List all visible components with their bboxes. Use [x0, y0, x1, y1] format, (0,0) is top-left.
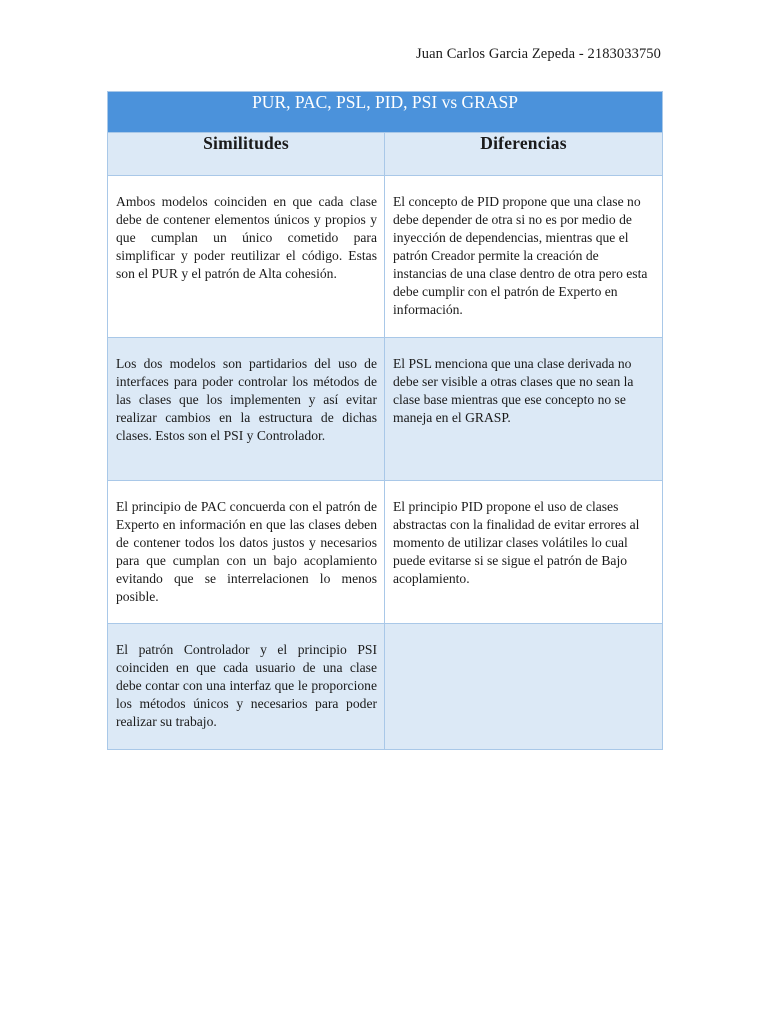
cell-diferencias [385, 624, 663, 750]
table-row [108, 176, 663, 338]
cell-similitudes [108, 481, 385, 624]
column-header-diferencias-label: Diferencias [480, 133, 567, 153]
table-row [108, 481, 663, 624]
table-header-row [108, 133, 663, 176]
cell-similitudes-text: Ambos modelos coinciden en que cada clase debe de contener elementos únicos y propios y que cumplan un único cometido para simplificar y poder reutilizar el código. Estas son el PUR y el patrón de Alta cohesión. [116, 194, 377, 281]
table-title: PUR, PAC, PSL, PID, PSI vs GRASP [108, 92, 663, 133]
table-row [108, 338, 663, 481]
cell-diferencias-text: El PSL menciona que una clase derivada no debe ser visible a otras clases que no sean la clase base mientras que ese concepto no se maneja en el GRASP. [393, 356, 634, 425]
column-header-similitudes-label: Similitudes [203, 133, 289, 153]
column-header-diferencias [385, 133, 663, 176]
table-title-row [108, 92, 663, 133]
cell-similitudes [108, 338, 385, 481]
cell-diferencias [385, 481, 663, 624]
comparison-table [107, 91, 663, 750]
cell-similitudes-text: Los dos modelos son partidarios del uso de interfaces para poder controlar los métodos de las clases que los implementen y así evitar realizar cambios en la estructura de dichas clases. Estos son el PSI y Controlador. [116, 356, 377, 443]
cell-diferencias-text: El principio PID propone el uso de clases abstractas con la finalidad de evitar errores al momento de utilizar clases volátiles lo cual puede evitarse si se sigue el patrón de Bajo acoplamiento. [393, 499, 640, 586]
cell-diferencias-text [385, 624, 662, 649]
cell-diferencias-text: El concepto de PID propone que una clase no debe depender de otra si no es por medio de inyección de dependencias, mientras que el patrón Creador permite la creación de instancias de una clase dentro de otra pero esta debe cumplir con el patrón de Experto en información. [393, 194, 648, 317]
cell-similitudes [108, 176, 385, 338]
cell-similitudes [108, 624, 385, 750]
cell-similitudes-text: El patrón Controlador y el principio PSI coinciden en que cada usuario de una clase debe contar con una interfaz que le proporcione los métodos únicos y necesarios para poder realizar su trabajo. [116, 642, 377, 729]
cell-diferencias [385, 176, 663, 338]
cell-similitudes-text: El principio de PAC concuerda con el patrón de Experto en información en que las clases deben de contener todos los datos justos y necesarios para que cumplan con un bajo acoplamiento evitando que se interrelacionen lo menos posible. [116, 499, 377, 604]
table-row [108, 624, 663, 750]
author-line: Juan Carlos Garcia Zepeda - 2183033750 [416, 46, 661, 62]
column-header-similitudes [108, 133, 385, 176]
cell-diferencias [385, 338, 663, 481]
